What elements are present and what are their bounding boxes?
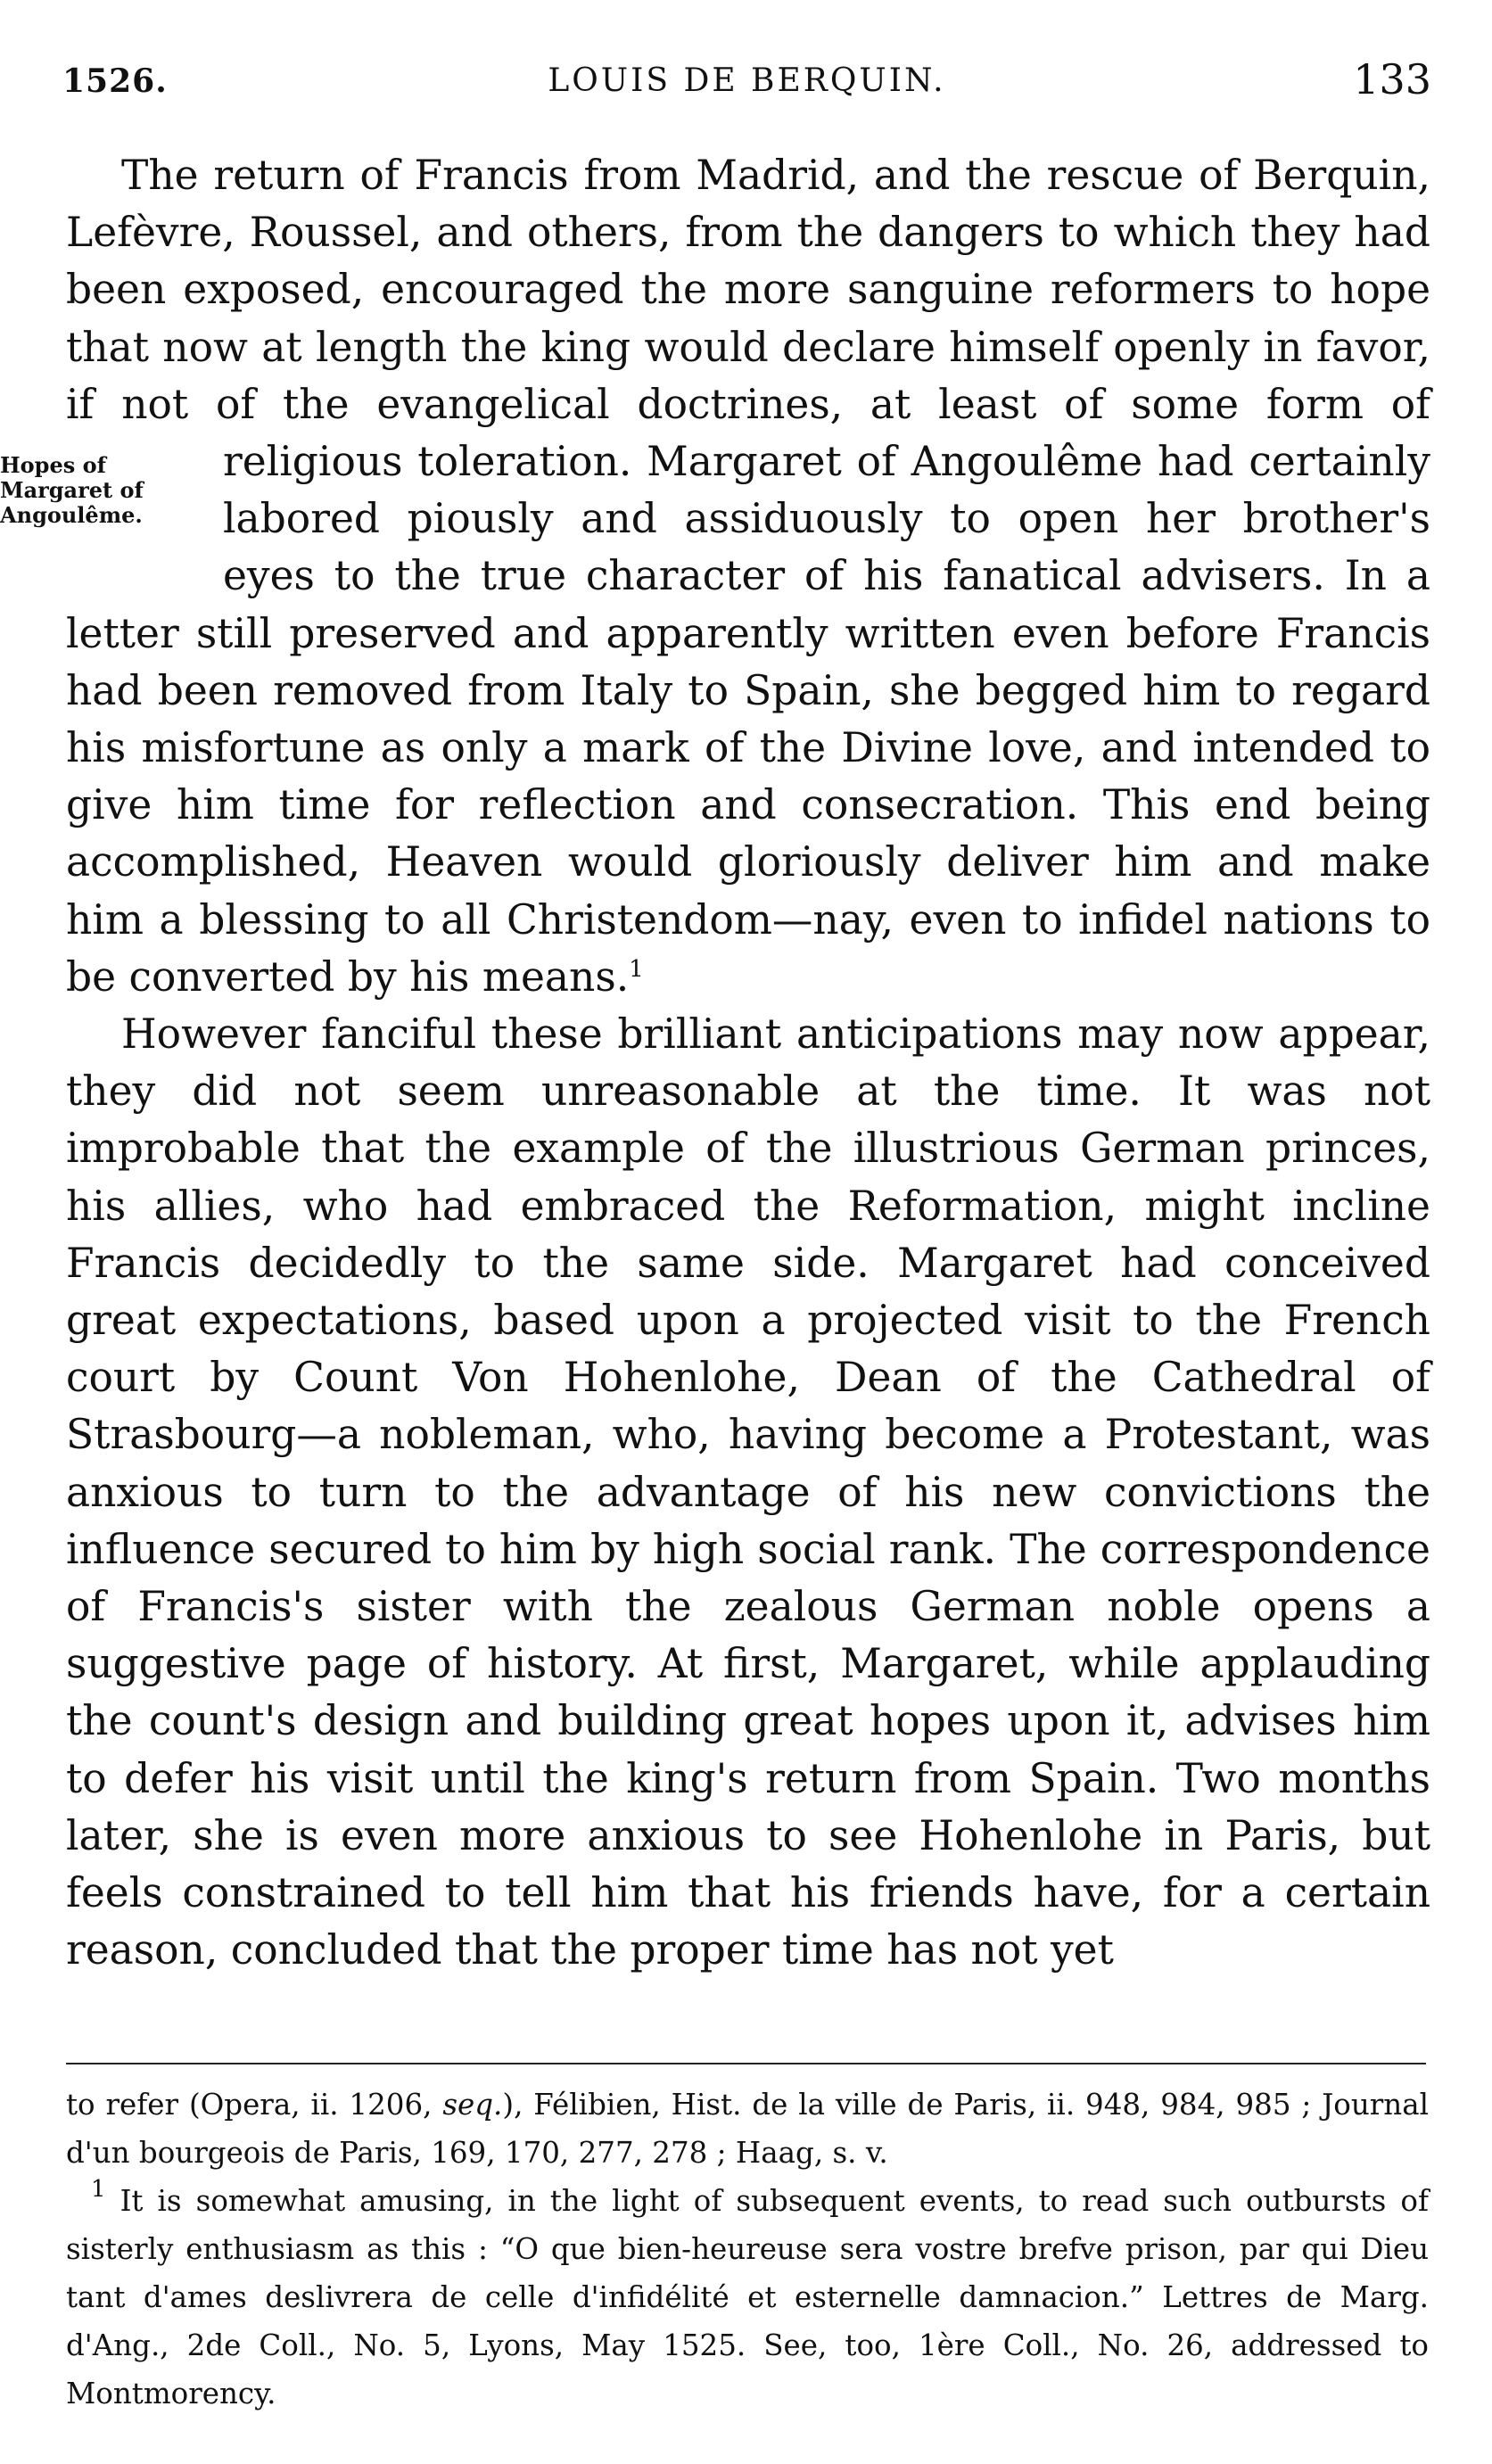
running-title: LOUIS DE BERQUIN. xyxy=(548,62,946,99)
sidenote-line-2: Margaret of xyxy=(0,477,144,504)
paragraph-1 xyxy=(0,147,1430,1006)
paragraph-2: However fanciful these brilliant anticipations may now appear, they did not seem unreasonable at the time. It was not improbable that the example of the illustrious German princes, his allies, who had embraced the Reformation, might incline Francis decidedly to the same side. Margaret had conceived great expectations, based upon a projected visit to the French court by Count Von Hohenlohe, Dean of the Cathedral of Strasbourg—a nobleman, who, having become a Protestant, was anxious to turn to the advantage of his new convictions the influence secured to him by high social rank. The correspondence of Francis's sister with the zealous German noble opens a suggestive page of history. At first, Margaret, while applauding the count's design and building great hopes upon it, advises him to defer his visit until the king's return from Spain. Two months later, she is even more anxious to see Hohenlohe in Paris, but feels constrained to tell him that his friends have, for a certain reason, concluded that the proper time has not yet xyxy=(66,1010,1430,1974)
footnote-seq: seq. xyxy=(442,2088,503,2122)
footnote-1-marker: 1 xyxy=(91,2176,106,2203)
footnote-continued xyxy=(66,2081,1429,2177)
footnote-1-text: It is somewhat amusing, in the light of subsequent events, to read such outbursts of sisterly enthusiasm as this : “O que bien-heureuse sera vostre brefve prison, par qui Dieu tant d'ames deslivrera de celle d'infidélité et esternelle damnacion.” Lettres de Marg. d'Ang., 2de Coll., No. 5, Lyons, May 1525. See, too, 1ère Coll., No. 26, addressed to Montmorency. xyxy=(66,2184,1429,2410)
footnote-continued-b: ), Félibien, Hist. de la ville de Paris, ii. 948, 984, 985 ; Journal d'un bourgeois de Paris, 169, 170, 277, 278 ; Haag, s. v. xyxy=(66,2088,1429,2170)
footnotes xyxy=(66,2081,1429,2418)
paragraph-1-text-a: The return of Francis from Madrid, and the rescue of Berquin, Lefèvre, Roussel, and others, from the dangers to which they had been exposed, encouraged the more sanguine reformers to hope that now at length the king would declare himself openly in favor, if not of the evangelical doctrines, at least of some form of religious toleration. Margaret of Angoulême had xyxy=(66,152,1430,486)
page-number: 133 xyxy=(1353,55,1431,103)
sidenote-line-1: Hopes of xyxy=(0,452,106,479)
footnote-divider xyxy=(66,2063,1426,2064)
margin-sidenote xyxy=(0,433,214,605)
header-year: 1526. xyxy=(62,62,168,100)
footnote-continued-a: to refer (Opera, ii. 1206, xyxy=(66,2088,443,2122)
running-header xyxy=(62,55,1431,118)
body-text xyxy=(0,147,1430,1980)
footnote-ref-1: 1 xyxy=(629,955,644,983)
footnote-1 xyxy=(66,2177,1429,2418)
paragraph-1-text-b: certainly labored piously and assiduously to open her brother's eyes to the true character of his fanatical advisers. In a letter still preserved and apparently written even before Francis had been removed from Italy to Spain, she begged him to regard his misfortune as only a mark of the Divine love, and intended to give him time for reflection and consecration. This end being accomplished, Heaven would gloriously deliver him and make him a blessing to all Christendom—nay, even to infidel nations to be converted by his means. xyxy=(66,438,1430,1001)
sidenote-line-3: Angoulême. xyxy=(0,502,143,529)
